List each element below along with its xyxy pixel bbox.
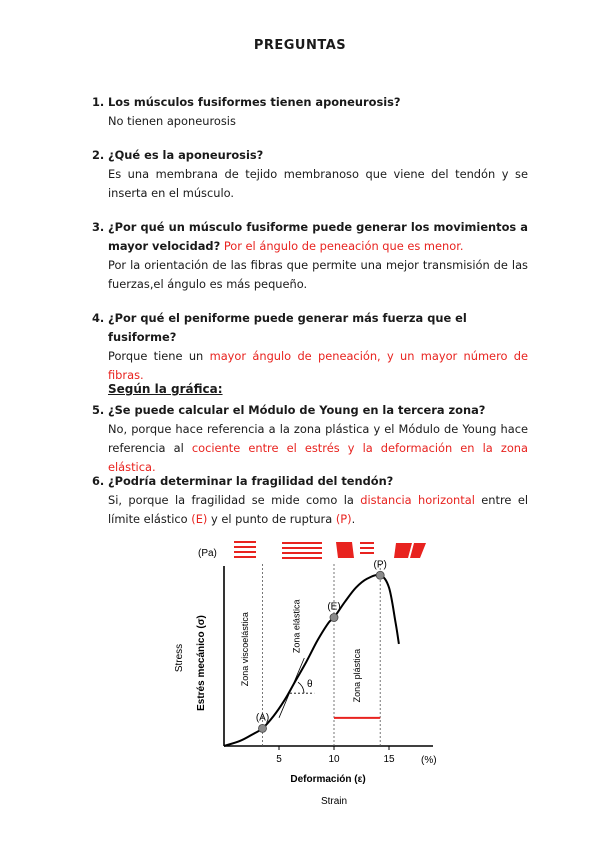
question-number: 2. (92, 148, 105, 162)
answer-text: No tienen aponeurosis (108, 114, 236, 128)
section-heading: Según la gráfica: (108, 382, 223, 396)
question-text: ¿Qué es la aponeurosis? (108, 148, 264, 162)
fiber-straight-icon (282, 542, 322, 559)
answer-highlight: cociente entre el estrés y la deformación en la zona elástica. (108, 441, 529, 474)
answer-text: y el punto de ruptura (210, 512, 333, 526)
key-point (376, 571, 384, 579)
key-point-label: (P) (373, 559, 387, 571)
answer-text: Por la orientación de las fibras que permite una mejor transmisión de las fuerzas,el ángulo es más pequeño. (108, 258, 528, 291)
question-text: ¿Podría determinar la fragilidad del tendón? (108, 474, 394, 488)
question-number: 4. (92, 311, 105, 325)
answer-text: Si, porque la fragilidad se mide como la (108, 493, 354, 507)
question-text: Los músculos fusiformes tienen aponeurosis? (108, 95, 401, 109)
answer-text: Porque tiene un (108, 349, 204, 363)
zone-label: Zona viscoelástica (239, 612, 250, 687)
question-number: 6. (92, 474, 105, 488)
key-point (330, 614, 338, 622)
answer-text: No, porque hace referencia a la zona plástica y el Módulo de Young hace referencia al (108, 422, 528, 455)
y-unit-label: (Pa) (198, 548, 217, 559)
answer-highlight: (P) (335, 512, 352, 526)
answer-text: entre el límite elástico (108, 493, 528, 526)
question-3 (92, 218, 528, 294)
y-axis-label: Estrés mecánico (σ) (196, 615, 207, 711)
zone-label: Zona elástica (291, 599, 302, 654)
x-axis-label: Deformación (ε) (290, 774, 366, 785)
answer-text: Es una membrana de tejido membranoso que viene del tendón y se inserta en el músculo. (108, 167, 528, 200)
question-4 (92, 309, 528, 385)
key-point-label: (A) (255, 712, 270, 724)
question-text: ¿Se puede calcular el Módulo de Young en la tercera zona? (108, 403, 486, 417)
question-text: ¿Por qué el peniforme puede generar más fuerza que el fusiforme? (108, 311, 467, 344)
x-unit-label: (%) (421, 755, 437, 766)
x-tick-label: 15 (383, 754, 395, 765)
stress-strain-curve (224, 575, 399, 746)
question-1 (92, 93, 528, 131)
angle-arc (298, 682, 304, 693)
key-point (259, 724, 267, 732)
answer-highlight: (E) (191, 512, 208, 526)
answer-text: . (351, 512, 356, 526)
y-axis-extra-label: Stress (174, 643, 185, 673)
question-5 (92, 401, 528, 477)
stress-strain-chart (168, 538, 448, 813)
fiber-yield-icon (336, 542, 374, 558)
question-number: 1. (92, 95, 105, 109)
zone-label: Zona plástica (352, 648, 362, 703)
x-tick-label: 10 (328, 754, 340, 765)
page-title: PREGUNTAS (253, 38, 347, 53)
answer-highlight: distancia horizontal (360, 493, 475, 507)
fiber-rupture-icon (394, 543, 426, 558)
question-2 (92, 146, 528, 203)
fiber-crimp-icon (234, 541, 256, 558)
stress-strain-figure (168, 538, 448, 817)
x-axis-extra-label: Strain (320, 796, 348, 807)
key-point-label: (E) (327, 601, 341, 613)
question-text: ¿Por qué un músculo fusiforme puede generar los movimientos a mayor velocidad? (108, 220, 528, 253)
question-number: 3. (92, 220, 105, 234)
angle-label: θ (307, 679, 313, 691)
answer-highlight: mayor ángulo de peneación, y un mayor número de fibras. (108, 349, 529, 382)
answer-highlight: Por el ángulo de peneación que es menor. (223, 239, 464, 253)
question-6 (92, 472, 528, 529)
x-tick-label: 5 (276, 754, 282, 765)
question-number: 5. (92, 403, 105, 417)
slope-line (279, 658, 304, 718)
